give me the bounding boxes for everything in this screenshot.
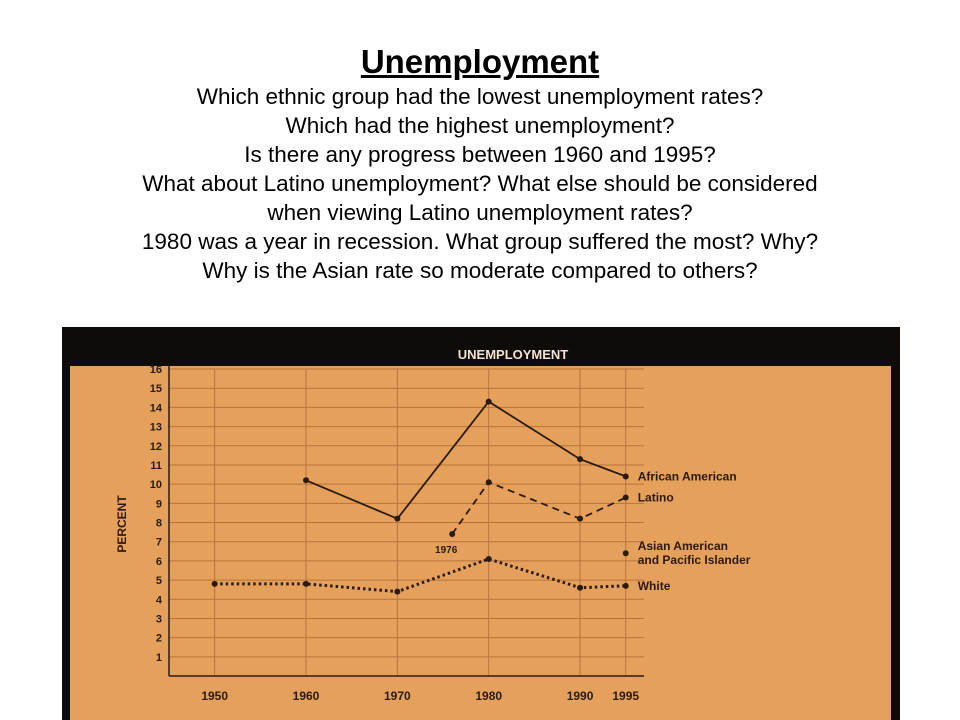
series-label-line: White xyxy=(637,578,671,593)
chart-photo xyxy=(62,327,900,720)
annotation-label: 1976 xyxy=(435,545,458,557)
data-point-african-american xyxy=(394,516,400,522)
x-tick-label: 1970 xyxy=(384,689,411,703)
question-line: What about Latino unemployment? What else should be considered xyxy=(142,171,818,196)
y-tick-label: 12 xyxy=(149,440,162,453)
question-line: Why is the Asian rate so moderate compared to others? xyxy=(202,258,758,283)
chart-paper xyxy=(70,336,891,720)
y-tick-label: 7 xyxy=(155,536,162,549)
series-label-latino xyxy=(638,491,674,505)
y-tick-label: 11 xyxy=(150,459,162,472)
chart-title: UNEMPLOYMENT xyxy=(457,347,569,362)
data-point-latino xyxy=(623,495,629,501)
data-point-african-american xyxy=(577,456,583,462)
data-point-asian-american-and-pacific-islander xyxy=(623,550,629,556)
x-tick-label: 1980 xyxy=(475,689,503,703)
series-label-african-american xyxy=(638,469,737,483)
y-axis-label: PERCENT xyxy=(115,495,129,553)
series-label-white xyxy=(638,579,671,593)
data-point-white xyxy=(303,581,309,587)
x-tick-label: 1990 xyxy=(566,689,594,703)
y-tick-label: 3 xyxy=(155,613,162,626)
x-tick-label: 1960 xyxy=(292,689,320,703)
data-point-latino xyxy=(577,516,583,522)
y-tick-label: 5 xyxy=(155,575,162,588)
y-tick-label: 9 xyxy=(155,498,162,511)
y-tick-label: 1 xyxy=(155,651,162,664)
data-point-african-american xyxy=(623,473,629,479)
slide-text-block xyxy=(0,42,960,285)
slide-title: Unemployment xyxy=(360,43,600,80)
data-point-latino xyxy=(486,479,492,485)
question-line: Is there any progress between 1960 and 1995? xyxy=(244,142,716,167)
data-point-african-american xyxy=(486,399,492,405)
question-line: Which ethnic group had the lowest unemployment rates? xyxy=(196,84,764,109)
series-label-line: Asian American xyxy=(637,539,728,554)
series-label-line: and Pacific Islander xyxy=(637,553,751,568)
question-line: Which had the highest unemployment? xyxy=(285,113,675,138)
data-point-african-american xyxy=(303,477,309,483)
data-point-white xyxy=(212,581,218,587)
y-tick-label: 2 xyxy=(155,632,162,645)
data-point-white xyxy=(623,583,629,589)
y-tick-label: 14 xyxy=(149,402,162,415)
x-tick-label: 1995 xyxy=(612,689,640,703)
y-tick-label: 16 xyxy=(149,364,162,376)
unemployment-chart xyxy=(62,327,900,720)
question-line: 1980 was a year in recession. What group suffered the most? Why? xyxy=(141,229,819,254)
y-tick-label: 6 xyxy=(155,555,162,568)
y-tick-label: 15 xyxy=(149,383,162,396)
x-tick-label: 1950 xyxy=(201,689,229,703)
data-point-white xyxy=(486,556,492,562)
data-point-white xyxy=(394,589,400,595)
y-tick-label: 8 xyxy=(155,517,162,530)
data-point-latino xyxy=(449,531,455,537)
y-tick-label: 4 xyxy=(155,594,162,607)
question-line: when viewing Latino unemployment rates? xyxy=(267,200,693,225)
y-tick-label: 10 xyxy=(149,479,162,492)
y-tick-label: 13 xyxy=(149,421,162,434)
series-label-line: Latino xyxy=(637,490,674,505)
series-label-line: African American xyxy=(637,469,737,484)
data-point-white xyxy=(577,585,583,591)
